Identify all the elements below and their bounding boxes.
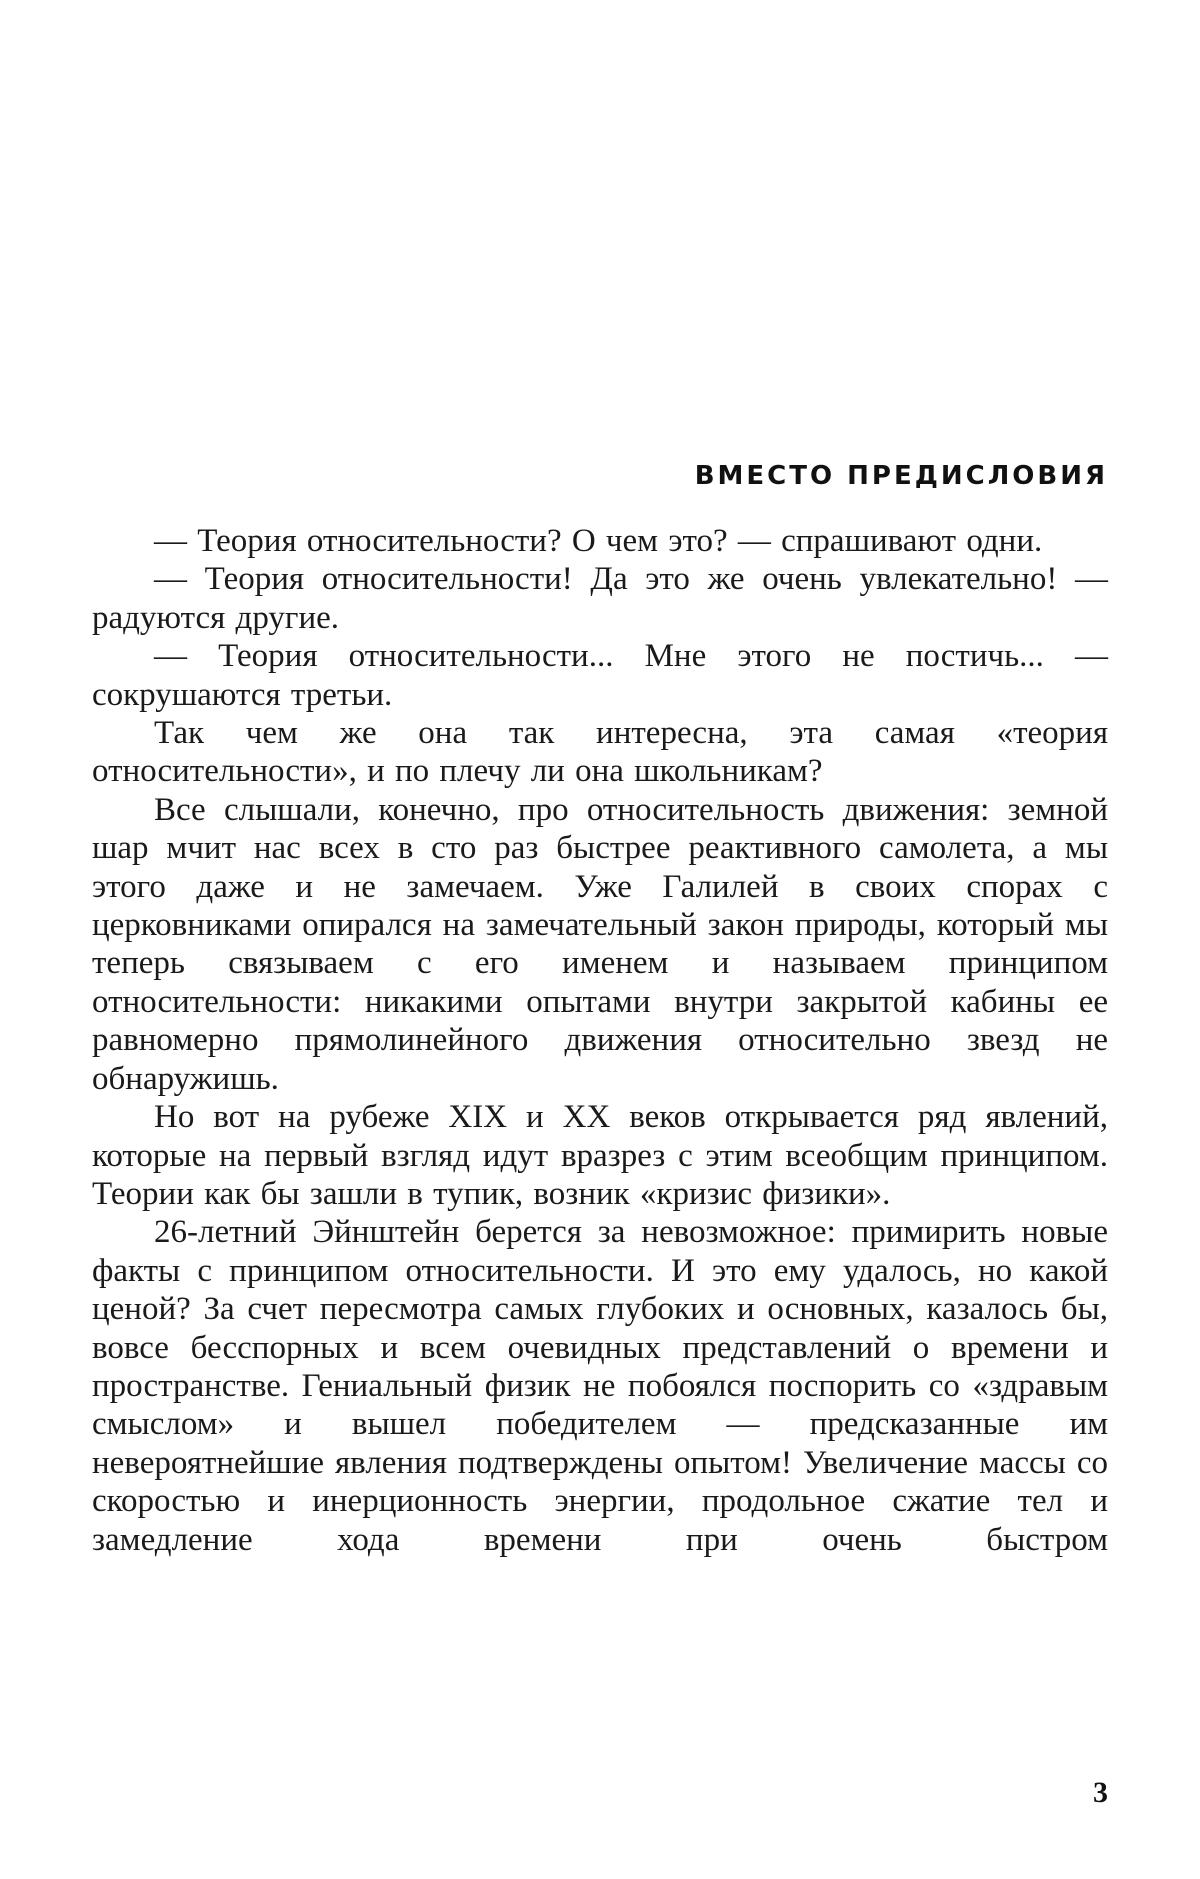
- paragraph-2: — Теория относительности! Да это же очень увлекательно! — радуются другие.: [92, 561, 1108, 636]
- chapter-heading: ВМЕСТО ПРЕДИСЛОВИЯ: [694, 461, 1108, 491]
- book-page: [92, 0, 1108, 1879]
- page-number: 3: [1093, 1776, 1108, 1809]
- paragraph-6: Но вот на рубеже XIX и XX веков открывается ряд явлений, которые на первый взгляд идут вразрез с этим всеобщим принципом. Теории как бы зашли в тупик, возник «кризис физики».: [92, 1099, 1108, 1212]
- paragraph-1: — Теория относительности? О чем это? — спрашивают одни.: [154, 523, 1043, 559]
- paragraph-3: — Теория относительности... Мне этого не постичь... — сокрушаются третьи.: [92, 638, 1108, 713]
- paragraph-5: Все слышали, конечно, про относительность движения: земной шар мчит нас всех в сто раз быстрее реактивного самолета, а мы этого даже и не замечаем. Уже Галилей в своих спорах с церковниками опирался на замечательный закон природы, который мы теперь связываем с его именем и называем принципом относительности: никакими опытами внутри закрытой кабины ее равномерно прямолинейного движения относительно звезд не обнаружишь.: [92, 791, 1108, 1097]
- paragraph-4: Так чем же она так интересна, эта самая «теория относительности», и по плечу ли она школьникам?: [92, 715, 1108, 790]
- paragraph-7: 26-летний Эйнштейн берется за невозможное: примирить новые факты с принципом относительности. И это ему удалось, но какой ценой? За счет пересмотра самых глубоких и основных, казалось бы, вовсе бесспорных и всем очевидных представлений о времени и пространстве. Гениальный физик не побоялся поспорить со «здравым смыслом» и вышел победителем — предсказанные им невероятнейшие явления подтверждены опытом! Увеличение массы со скоростью и инерционность энергии, продольное сжатие тел и замедление хода времени при очень быстром: [92, 1214, 1108, 1558]
- body-text: [92, 522, 1108, 1559]
